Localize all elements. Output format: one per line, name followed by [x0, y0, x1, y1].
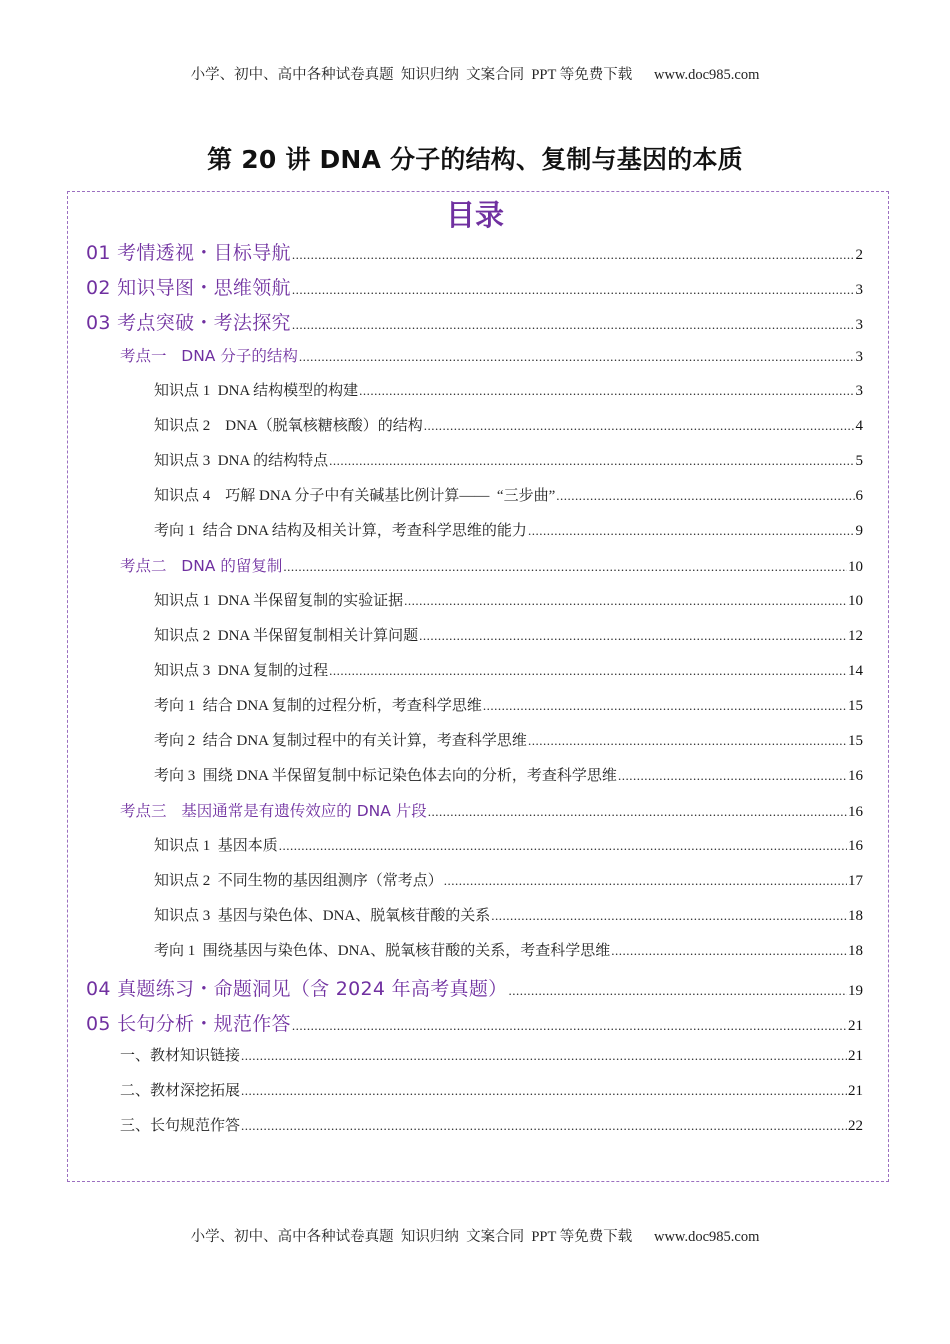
toc-entry-label: 知识点 1 DNA 结构模型的构建	[154, 383, 359, 399]
toc-entry[interactable]	[120, 799, 863, 829]
dot-leader	[428, 804, 847, 820]
toc-entry-label: 知识点 1 DNA 半保留复制的实验证据	[154, 593, 404, 609]
toc-entry-page: 3	[855, 282, 863, 298]
toc-entry[interactable]	[154, 589, 863, 619]
dot-leader	[241, 1083, 847, 1099]
toc-entry[interactable]	[154, 904, 863, 934]
toc-entry-page: 14	[848, 663, 863, 679]
toc-entry-page: 17	[848, 873, 863, 889]
dot-leader	[292, 1018, 847, 1034]
toc-entry[interactable]	[154, 449, 863, 479]
toc-entry-label: 知识点 4 巧解 DNA 分子中有关碱基比例计算—— “三步曲”	[154, 488, 556, 504]
toc-entry[interactable]	[154, 379, 863, 409]
dot-leader	[241, 1048, 847, 1064]
dot-leader	[419, 628, 847, 644]
toc-entry-label: 知识点 3 DNA 的结构特点	[154, 453, 329, 469]
toc-entry[interactable]	[86, 308, 863, 338]
dot-leader	[292, 282, 855, 298]
toc-entry[interactable]	[86, 974, 863, 1004]
toc-entry-label: 考向 3 围绕 DNA 半保留复制中标记染色体去向的分析，考查科学思维	[154, 768, 617, 784]
toc-entry-label: 知识点 2 DNA 半保留复制相关计算问题	[154, 628, 419, 644]
toc-entry[interactable]	[154, 729, 863, 759]
toc-entry[interactable]	[120, 1044, 863, 1074]
toc-entry-label: 考向 1 结合 DNA 复制的过程分析，考查科学思维	[154, 698, 482, 714]
toc-entry-label: 考向 2 结合 DNA 复制过程中的有关计算，考查科学思维	[154, 733, 527, 749]
toc-entry-page: 18	[848, 908, 863, 924]
toc-entry[interactable]	[120, 1079, 863, 1109]
toc-entry-page: 22	[848, 1118, 863, 1134]
toc-entry[interactable]	[154, 519, 863, 549]
dot-leader	[611, 943, 847, 959]
toc-entry[interactable]	[86, 238, 863, 268]
dot-leader	[241, 1118, 847, 1134]
toc-entry-page: 21	[848, 1018, 863, 1034]
toc-entry-page: 12	[848, 628, 863, 644]
dot-leader	[424, 418, 855, 434]
dot-leader	[491, 908, 847, 924]
toc-entry-label: 知识点 1 基因本质	[154, 838, 278, 854]
toc-entry-label: 考点三 基因通常是有遗传效应的 DNA 片段	[120, 802, 427, 820]
dot-leader	[279, 838, 847, 854]
toc-entry-label: 一、教材知识链接	[120, 1048, 241, 1064]
toc-entry-page: 18	[848, 943, 863, 959]
toc-entry[interactable]	[154, 484, 863, 514]
toc-entry-page: 2	[855, 247, 863, 263]
toc-entry-page: 10	[848, 559, 863, 575]
toc-entry-page: 4	[855, 418, 863, 434]
dot-leader	[508, 983, 847, 999]
page-header: 小学、初中、高中各种试卷真题 知识归纳 文案合同 PPT 等免费下载 www.doc985.com	[190, 67, 760, 83]
toc-entry[interactable]	[154, 869, 863, 899]
toc-entry-page: 16	[848, 804, 863, 820]
toc-entry[interactable]	[154, 694, 863, 724]
toc-entry-label: 三、长句规范作答	[120, 1118, 241, 1134]
toc-entry-label: 知识点 2 DNA（脱氧核糖核酸）的结构	[154, 418, 423, 434]
toc-entry-label: 考向 1 围绕基因与染色体、DNA、脱氧核苷酸的关系，考查科学思维	[154, 943, 611, 959]
toc-entry[interactable]	[86, 1009, 863, 1039]
dot-leader	[283, 559, 847, 575]
dot-leader	[528, 733, 847, 749]
toc-entry[interactable]	[154, 659, 863, 689]
toc-entry-page: 16	[848, 768, 863, 784]
dot-leader	[292, 247, 855, 263]
toc-entry-page: 6	[855, 488, 863, 504]
toc-entry-label: 知识点 2 不同生物的基因组测序（常考点）	[154, 873, 443, 889]
toc-entry-label: 03 考点突破・考法探究	[86, 312, 291, 334]
toc-entry-label: 考点一 DNA 分子的结构	[120, 347, 298, 365]
toc-entry[interactable]	[120, 344, 863, 374]
toc-heading: 目录	[445, 198, 504, 232]
toc-entry-page: 21	[848, 1048, 863, 1064]
toc-entry-page: 15	[848, 733, 863, 749]
toc-entry-label: 05 长句分析・规范作答	[86, 1013, 291, 1035]
dot-leader	[329, 663, 847, 679]
toc-entry-page: 3	[855, 349, 863, 365]
toc-entry[interactable]	[154, 939, 863, 969]
dot-leader	[528, 523, 855, 539]
toc-entry[interactable]	[154, 414, 863, 444]
toc-entry-label: 知识点 3 DNA 复制的过程	[154, 663, 329, 679]
toc-entry-label: 01 考情透视・目标导航	[86, 242, 291, 264]
dot-leader	[404, 593, 847, 609]
toc-entry-label: 知识点 3 基因与染色体、DNA、脱氧核苷酸的关系	[154, 908, 491, 924]
toc-entry-label: 二、教材深挖拓展	[120, 1083, 241, 1099]
toc-entry[interactable]	[120, 1114, 863, 1144]
dot-leader	[299, 349, 855, 365]
page-footer: 小学、初中、高中各种试卷真题 知识归纳 文案合同 PPT 等免费下载 www.doc985.com	[190, 1229, 760, 1245]
dot-leader	[292, 317, 855, 333]
dot-leader	[444, 873, 847, 889]
toc-entry-label: 考向 1 结合 DNA 结构及相关计算，考查科学思维的能力	[154, 523, 527, 539]
toc-entry-page: 3	[855, 317, 863, 333]
dot-leader	[483, 698, 847, 714]
dot-leader	[618, 768, 847, 784]
dot-leader	[329, 453, 854, 469]
toc-entry-page: 9	[855, 523, 863, 539]
toc-entry[interactable]	[86, 273, 863, 303]
toc-entry-page: 15	[848, 698, 863, 714]
toc-entry-page: 3	[855, 383, 863, 399]
toc-entry-page: 19	[848, 983, 863, 999]
toc-entry[interactable]	[120, 554, 863, 584]
toc-entry-page: 21	[848, 1083, 863, 1099]
dot-leader	[359, 383, 854, 399]
toc-entry[interactable]	[154, 624, 863, 654]
toc-entry[interactable]	[154, 834, 863, 864]
toc-entry-label: 02 知识导图・思维领航	[86, 277, 291, 299]
toc-entry-page: 10	[848, 593, 863, 609]
toc-entry-page: 16	[848, 838, 863, 854]
toc-entry-label: 考点二 DNA 的留复制	[120, 557, 283, 575]
toc-entry-page: 5	[855, 453, 863, 469]
toc-entry[interactable]	[154, 764, 863, 794]
dot-leader	[556, 488, 854, 504]
document-title: 第 20 讲 DNA 分子的结构、复制与基因的本质	[207, 145, 743, 174]
toc-entry-label: 04 真题练习・命题洞见（含 2024 年高考真题）	[86, 978, 508, 1000]
